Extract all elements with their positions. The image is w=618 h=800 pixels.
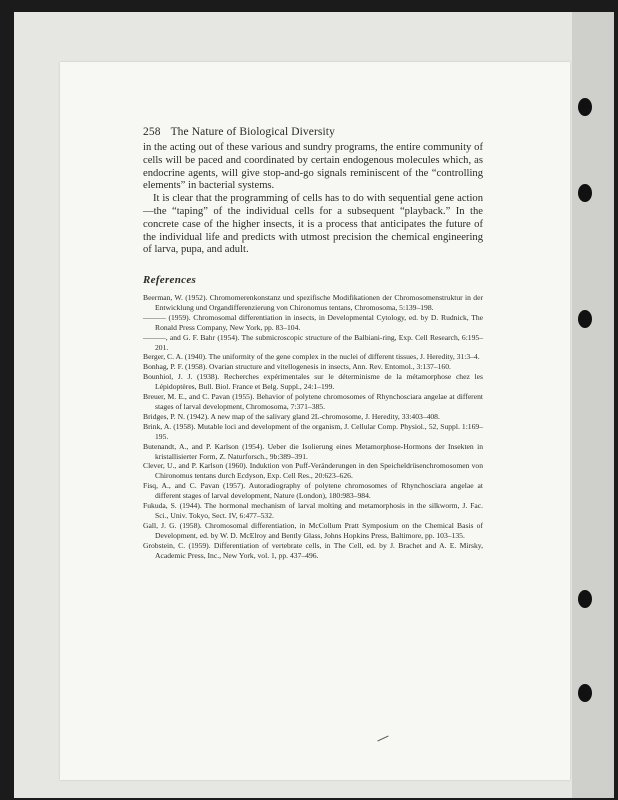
body-text xyxy=(143,142,483,257)
running-title: The Nature of Biological Diversity xyxy=(170,126,335,138)
reference-entry: Butenandt, A., and P. Karlson (1954). Ueber die Isolierung eines Metamorphose-Hormons der Insekten in kristallisierter Form, Z. Naturforsch., 9b:389–391. xyxy=(143,441,483,461)
reference-entry: Grobstein, C. (1959). Differentiation of vertebrate cells, in The Cell, ed. by J. Brachet and A. E. Mirsky, Academic Press, Inc., New York, vol. 1, pp. 437–496. xyxy=(143,540,483,560)
binder-strip xyxy=(572,12,614,798)
pencil-mark xyxy=(377,736,388,742)
reference-entry: Bridges, P. N. (1942). A new map of the salivary gland 2L-chromosome, J. Heredity, 33:403–408. xyxy=(143,411,440,421)
references-list xyxy=(143,293,483,560)
references-heading: References xyxy=(143,274,197,286)
paragraph: It is clear that the programming of cells has to do with sequential gene action—the “taping” of the individual cells for a subsequent “playback.” In the concrete case of the higher insects, it is a process that anticipates the future of the individual life and predicts with utmost precision the chemical engineering of larva, pupa, and adult. xyxy=(143,193,483,256)
book-page xyxy=(60,62,570,780)
binder-hole xyxy=(578,590,592,608)
reference-entry: Fukuda, S. (1944). The hormonal mechanism of larval molting and metamorphosis in the silkworm, J. Fac. Sci., Univ. Tokyo, Sect. IV, 6:477–532. xyxy=(143,501,483,520)
reference-entry: ———, and G. F. Bahr (1954). The submicroscopic structure of the Balbiani-ring, Exp. Cell Research, 6:195–201. xyxy=(143,332,483,352)
reference-entry: Fisq, A., and C. Pavan (1957). Autoradiography of polytene chromosomes of Rhynchosciara angelae at different stages of larval development, Nature (London), 180:983–984. xyxy=(143,481,483,501)
reference-entry: ——— (1959). Chromosomal differentiation in insects, in Developmental Cytology, ed. by D. Rudnick, The Ronald Press Company, New York, pp. 83–104. xyxy=(143,312,483,332)
running-header xyxy=(143,126,335,138)
reference-entry: Brink, A. (1958). Mutable loci and development of the organism, J. Cellular Comp. Physiol., 52, Suppl. 1:169–195. xyxy=(143,421,483,441)
reference-entry: Berger, C. A. (1940). The uniformity of the gene complex in the nuclei of different tissues, J. Heredity, 31:3–4. xyxy=(143,352,480,362)
paragraph: in the acting out of these various and sundry programs, the entire community of cells will be paced and coordinated by certain endogenous molecules which, as endocrine agents, will give stop-and-go signals reminiscent of the “controlling elements” in bacterial systems. xyxy=(143,142,483,192)
reference-entry: Gall, J. G. (1958). Chromosomal differentiation, in McCollum Pratt Symposium on the Chemical Basis of Development, ed. by W. D. McElroy and Bently Glass, Johns Hopkins Press, Baltimore, pp. 103–135. xyxy=(143,520,483,540)
binder-hole xyxy=(578,684,592,702)
binder-hole xyxy=(578,310,592,328)
page-number: 258 xyxy=(143,126,161,138)
reference-entry: Clever, U., and P. Karlson (1960). Induktion von Puff-Veränderungen in den Speicheldrüsenchromosomen von Chironomus tentans durch Ecdyson, Exp. Cell Res., 20:623–626. xyxy=(143,461,483,481)
reference-entry: Bonhag, P. F. (1958). Ovarian structure and vitellogenesis in insects, Ann. Rev. Entomol., 3:137–160. xyxy=(143,362,451,372)
reference-entry: Breuer, M. E., and C. Pavan (1955). Behavior of polytene chromosomes of Rhynchosciara angelae at different stages of larval development, Chromosoma, 7:371–385. xyxy=(143,392,483,411)
binder-hole xyxy=(578,98,592,116)
binder-hole xyxy=(578,184,592,202)
reference-entry: Beerman, W. (1952). Chromomerenkonstanz und spezifische Modifikationen der Chromosomenstruktur in der Entwicklung und Organdifferenzierung von Chironomus tentans, Chromosoma, 5:139–198. xyxy=(143,293,483,312)
reference-entry: Bounhiol, J. J. (1938). Recherches expérimentales sur le déterminisme de la métamorphose chez les Lépidoptères, Bull. Biol. France et Belg. Suppl., 24:1–199. xyxy=(143,372,483,392)
